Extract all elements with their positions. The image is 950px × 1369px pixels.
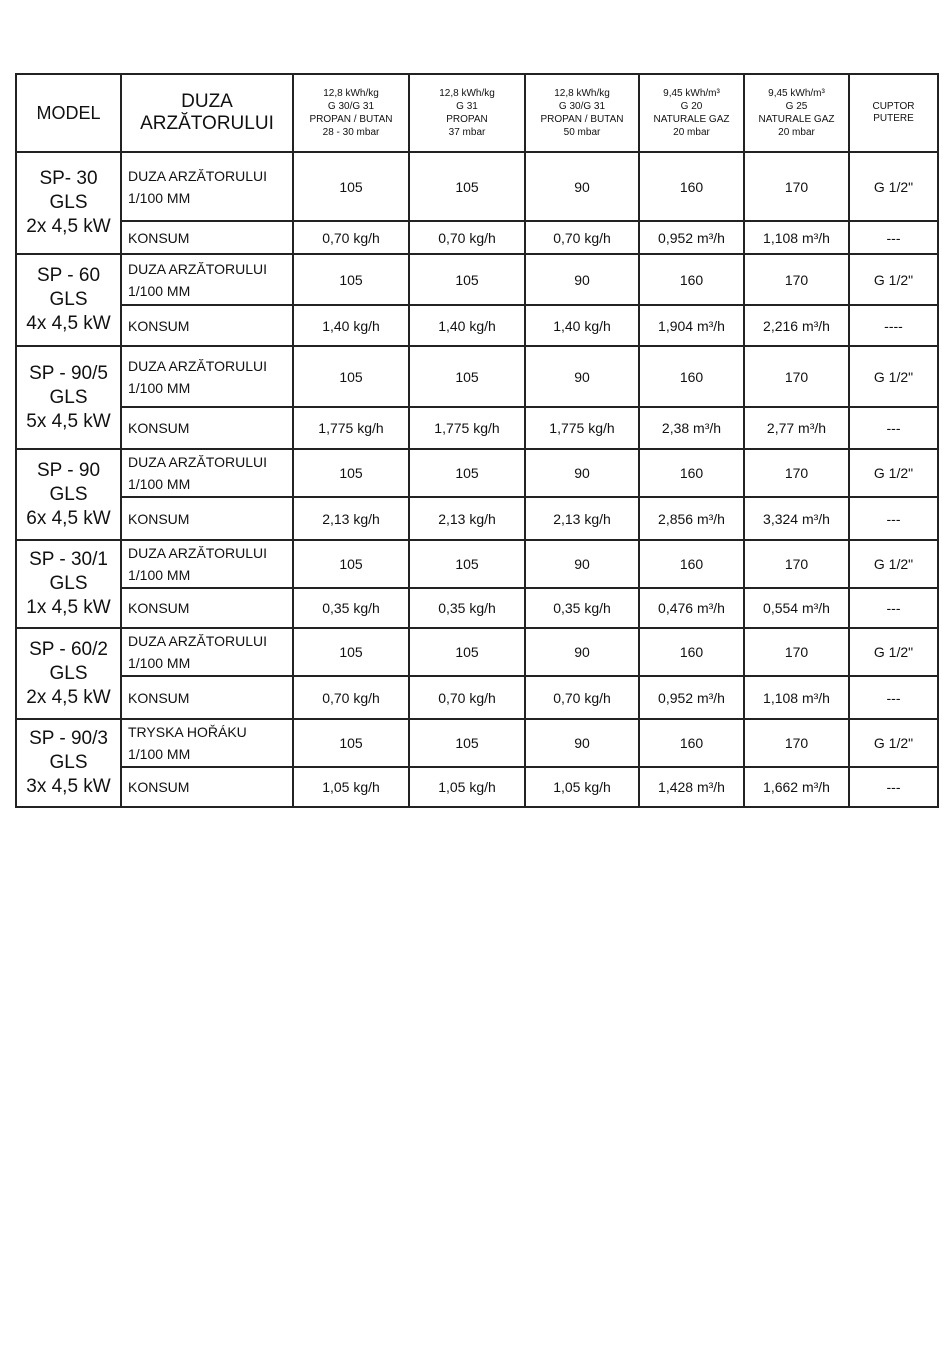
header-oven-line1: CUPTOR [872, 101, 915, 112]
nozzle-value-cell: 105 [409, 346, 525, 407]
nozzle-value-cell: 90 [525, 254, 639, 305]
nozzle-value-cell: 105 [293, 152, 409, 221]
consumption-value-cell: 0,554 m³/h [744, 588, 849, 628]
nozzle-value-cell: 170 [744, 152, 849, 221]
consumption-value-cell: 0,476 m³/h [639, 588, 744, 628]
model-series: GLS [49, 573, 88, 594]
nozzle-label-line1: DUZA ARZĂTORULUI [128, 454, 267, 470]
model-series: GLS [49, 483, 88, 505]
header-nozzle-line1: DUZA [181, 91, 233, 112]
nozzle-label [121, 152, 293, 221]
table-header-row [16, 74, 938, 152]
nozzle-value-cell: G 1/2" [849, 628, 938, 676]
consumption-label: KONSUM [121, 305, 293, 346]
nozzle-label-line1: DUZA ARZĂTORULUI [128, 545, 267, 561]
consumption-value-cell: --- [849, 676, 938, 719]
consumption-value-cell: 0,70 kg/h [293, 221, 409, 254]
model-series: GLS [49, 752, 88, 773]
table-row-nozzle [16, 719, 938, 767]
gas-code: G 30/G 31 [558, 101, 606, 112]
nozzle-label-line1: DUZA ARZĂTORULUI [128, 167, 267, 184]
nozzle-value-cell: 90 [525, 449, 639, 497]
nozzle-value-cell: 105 [409, 449, 525, 497]
nozzle-label [121, 540, 293, 588]
consumption-label: KONSUM [121, 497, 293, 540]
consumption-value-cell: --- [849, 588, 938, 628]
consumption-value-cell: 1,05 kg/h [525, 767, 639, 807]
consumption-value-cell: 1,05 kg/h [409, 767, 525, 807]
nozzle-value-cell: 105 [293, 346, 409, 407]
consumption-value-cell: --- [849, 407, 938, 449]
table-row-nozzle [16, 152, 938, 221]
header-gas-col-4 [639, 74, 744, 152]
table-row-consumption [16, 305, 938, 346]
table-row-consumption [16, 497, 938, 540]
consumption-value-cell: 0,35 kg/h [293, 588, 409, 628]
model-name: SP- 30 [39, 168, 98, 189]
gas-type: PROPAN / BUTAN [309, 114, 393, 125]
model-power: 2x 4,5 kW [26, 216, 111, 237]
consumption-label: KONSUM [121, 676, 293, 719]
nozzle-label-line1: DUZA ARZĂTORULUI [128, 633, 267, 649]
model-power: 1x 4,5 kW [26, 597, 111, 618]
nozzle-value-cell: 90 [525, 540, 639, 588]
nozzle-value-cell: G 1/2" [849, 152, 938, 221]
gas-pressure: 28 - 30 mbar [322, 127, 380, 138]
nozzle-value-cell: 105 [293, 540, 409, 588]
header-nozzle-line2: ARZĂTORULUI [140, 113, 274, 134]
consumption-value-cell: --- [849, 767, 938, 807]
gas-pressure: 50 mbar [563, 127, 601, 138]
header-gas-col-2 [409, 74, 525, 152]
consumption-value-cell: --- [849, 221, 938, 254]
nozzle-value-cell: 105 [409, 719, 525, 767]
consumption-value-cell: 2,216 m³/h [744, 305, 849, 346]
model-name: SP - 60/2 [29, 638, 108, 660]
nozzle-label-line2: 1/100 MM [128, 655, 191, 671]
consumption-label: KONSUM [121, 407, 293, 449]
header-gas-col-5 [744, 74, 849, 152]
consumption-value-cell: 0,70 kg/h [293, 676, 409, 719]
consumption-value-cell: 1,05 kg/h [293, 767, 409, 807]
nozzle-label [121, 628, 293, 676]
consumption-value-cell: 1,40 kg/h [293, 305, 409, 346]
nozzle-value-cell: G 1/2" [849, 449, 938, 497]
model-cell [16, 254, 121, 346]
consumption-value-cell: 2,13 kg/h [525, 497, 639, 540]
model-series: GLS [49, 289, 88, 310]
gas-type: NATURALE GAZ [758, 114, 835, 125]
nozzle-value-cell: 160 [639, 449, 744, 497]
model-series: GLS [49, 662, 88, 684]
nozzle-label-line2: 1/100 MM [128, 379, 191, 396]
nozzle-label [121, 346, 293, 407]
table-row-nozzle [16, 346, 938, 407]
gas-energy: 12,8 kWh/kg [323, 88, 379, 99]
consumption-label: KONSUM [121, 588, 293, 628]
nozzle-value-cell: 170 [744, 449, 849, 497]
nozzle-value-cell: 105 [409, 254, 525, 305]
consumption-value-cell: 1,904 m³/h [639, 305, 744, 346]
nozzle-label-line2: 1/100 MM [128, 476, 191, 492]
model-cell [16, 449, 121, 540]
table-row-nozzle [16, 449, 938, 497]
consumption-value-cell: 0,70 kg/h [525, 676, 639, 719]
consumption-value-cell: ---- [849, 305, 938, 346]
nozzle-value-cell: 105 [409, 152, 525, 221]
consumption-label: KONSUM [121, 767, 293, 807]
table-row-nozzle [16, 628, 938, 676]
consumption-value-cell: 1,662 m³/h [744, 767, 849, 807]
nozzle-value-cell: 90 [525, 152, 639, 221]
nozzle-label-line1: DUZA ARZĂTORULUI [128, 260, 267, 277]
nozzle-label [121, 254, 293, 305]
header-model: MODEL [16, 74, 121, 152]
nozzle-value-cell: 105 [293, 254, 409, 305]
consumption-value-cell: 1,428 m³/h [639, 767, 744, 807]
nozzle-value-cell: 160 [639, 628, 744, 676]
nozzle-value-cell: 90 [525, 346, 639, 407]
nozzle-label-line2: 1/100 MM [128, 282, 191, 299]
gas-code: G 25 [785, 101, 808, 112]
consumption-value-cell: 2,13 kg/h [293, 497, 409, 540]
model-name: SP - 90/5 [29, 362, 108, 384]
nozzle-value-cell: 170 [744, 628, 849, 676]
nozzle-value-cell: 105 [293, 719, 409, 767]
gas-code: G 20 [680, 101, 703, 112]
consumption-value-cell: 1,775 kg/h [293, 407, 409, 449]
model-name: SP - 90 [36, 459, 101, 481]
consumption-value-cell: 2,38 m³/h [639, 407, 744, 449]
table-row-nozzle [16, 540, 938, 588]
nozzle-value-cell: 160 [639, 346, 744, 407]
model-series: GLS [49, 192, 88, 213]
consumption-value-cell: 0,70 kg/h [525, 221, 639, 254]
nozzle-label-line2: 1/100 MM [128, 189, 191, 206]
nozzle-label-line1: DUZA ARZĂTORULUI [128, 357, 267, 374]
nozzle-label-line2: 1/100 MM [128, 746, 191, 762]
nozzle-value-cell: 105 [409, 540, 525, 588]
consumption-value-cell: 0,70 kg/h [409, 676, 525, 719]
consumption-value-cell: 2,77 m³/h [744, 407, 849, 449]
nozzle-value-cell: 160 [639, 719, 744, 767]
model-power: 4x 4,5 kW [26, 313, 111, 334]
table-row-consumption [16, 676, 938, 719]
model-cell [16, 628, 121, 719]
nozzle-value-cell: 170 [744, 719, 849, 767]
model-power: 6x 4,5 kW [26, 507, 111, 529]
header-gas-col-1 [293, 74, 409, 152]
model-cell [16, 152, 121, 254]
header-nozzle [121, 74, 293, 152]
nozzle-value-cell: G 1/2" [849, 719, 938, 767]
table-row-consumption [16, 221, 938, 254]
table-row-consumption [16, 407, 938, 449]
header-gas-col-3 [525, 74, 639, 152]
model-name: SP - 30/1 [29, 549, 108, 570]
model-power: 5x 4,5 kW [26, 410, 111, 432]
nozzle-label-line2: 1/100 MM [128, 567, 191, 583]
consumption-value-cell: 0,70 kg/h [409, 221, 525, 254]
gas-code: G 30/G 31 [327, 101, 375, 112]
model-name: SP - 90/3 [29, 728, 108, 749]
nozzle-value-cell: 105 [293, 449, 409, 497]
model-series: GLS [49, 386, 88, 408]
table-row-nozzle [16, 254, 938, 305]
consumption-value-cell: 1,108 m³/h [744, 676, 849, 719]
nozzle-value-cell: 90 [525, 719, 639, 767]
gas-type: NATURALE GAZ [653, 114, 730, 125]
gas-energy: 9,45 kWh/m³ [663, 88, 720, 99]
nozzle-value-cell: 160 [639, 254, 744, 305]
gas-pressure: 20 mbar [778, 127, 815, 138]
table-row-consumption [16, 588, 938, 628]
header-oven-power [849, 74, 938, 152]
nozzle-value-cell: 160 [639, 152, 744, 221]
consumption-value-cell: 1,40 kg/h [525, 305, 639, 346]
nozzle-value-cell: 90 [525, 628, 639, 676]
burner-spec-table [15, 73, 939, 808]
table-row-consumption [16, 767, 938, 807]
consumption-value-cell: 0,35 kg/h [409, 588, 525, 628]
model-cell [16, 346, 121, 449]
gas-type: PROPAN / BUTAN [540, 114, 624, 125]
consumption-label: KONSUM [121, 221, 293, 254]
nozzle-value-cell: G 1/2" [849, 540, 938, 588]
consumption-value-cell: 3,324 m³/h [744, 497, 849, 540]
nozzle-value-cell: 170 [744, 540, 849, 588]
model-cell [16, 540, 121, 628]
consumption-value-cell: --- [849, 497, 938, 540]
gas-type: PROPAN [446, 114, 488, 125]
consumption-value-cell: 1,108 m³/h [744, 221, 849, 254]
gas-code: G 31 [456, 101, 478, 112]
nozzle-value-cell: 170 [744, 346, 849, 407]
nozzle-label [121, 449, 293, 497]
gas-energy: 12,8 kWh/kg [554, 88, 610, 99]
nozzle-label [121, 719, 293, 767]
nozzle-value-cell: G 1/2" [849, 254, 938, 305]
consumption-value-cell: 1,775 kg/h [525, 407, 639, 449]
nozzle-value-cell: 170 [744, 254, 849, 305]
nozzle-value-cell: 160 [639, 540, 744, 588]
model-cell [16, 719, 121, 807]
model-power: 2x 4,5 kW [26, 686, 111, 708]
consumption-value-cell: 1,40 kg/h [409, 305, 525, 346]
header-oven-line2: PUTERE [873, 113, 914, 124]
consumption-value-cell: 1,775 kg/h [409, 407, 525, 449]
nozzle-label-line1: TRYSKA HOŘÁKU [128, 724, 247, 740]
consumption-value-cell: 0,35 kg/h [525, 588, 639, 628]
consumption-value-cell: 2,13 kg/h [409, 497, 525, 540]
model-power: 3x 4,5 kW [26, 776, 111, 797]
model-name: SP - 60 [36, 265, 101, 286]
gas-pressure: 20 mbar [673, 127, 710, 138]
nozzle-value-cell: G 1/2" [849, 346, 938, 407]
gas-energy: 9,45 kWh/m³ [768, 88, 825, 99]
consumption-value-cell: 0,952 m³/h [639, 221, 744, 254]
consumption-value-cell: 2,856 m³/h [639, 497, 744, 540]
gas-energy: 12,8 kWh/kg [439, 88, 495, 99]
consumption-value-cell: 0,952 m³/h [639, 676, 744, 719]
nozzle-value-cell: 105 [409, 628, 525, 676]
nozzle-value-cell: 105 [293, 628, 409, 676]
gas-pressure: 37 mbar [448, 127, 486, 138]
